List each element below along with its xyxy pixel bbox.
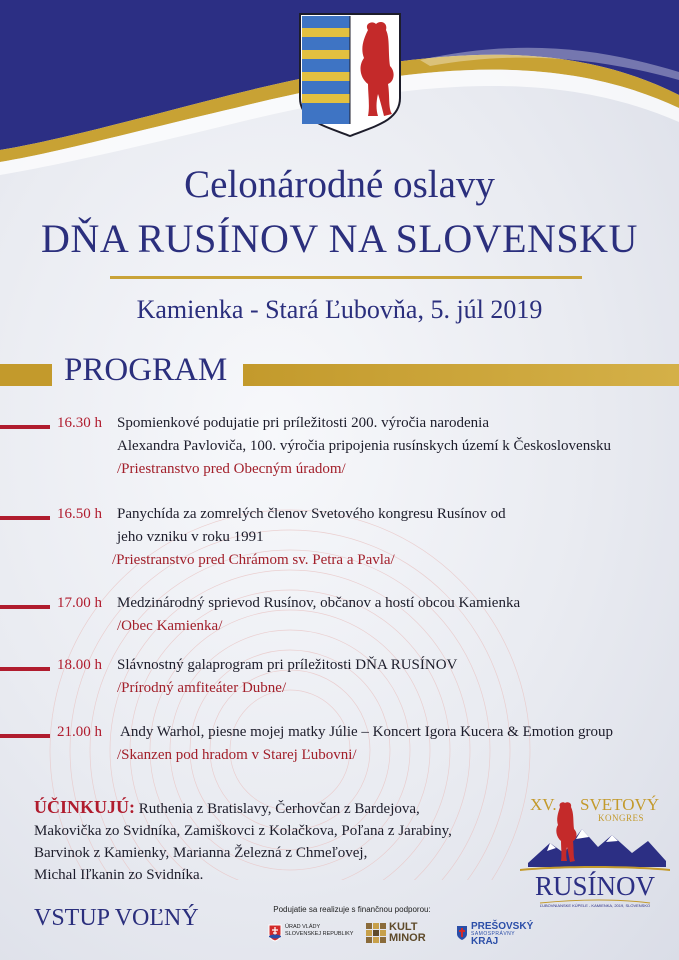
performers-line: Barvinok z Kamienky, Marianna Železná z Chmeľovej,	[34, 845, 368, 861]
gov-office-logo	[268, 920, 358, 948]
item-time: 17.00 h	[57, 595, 102, 611]
performers-line: Makovička zo Svidníka, Zamiškovci z Kolačkova, Poľana z Jarabiny,	[34, 823, 452, 839]
item-marker	[0, 667, 50, 671]
item-time: 18.00 h	[57, 657, 102, 673]
congress-sub: ĽUBOVNIANSKE KÚPELE - KAMIENKA, 2019, SLOVENSKO	[539, 903, 651, 908]
item-marker	[0, 734, 50, 738]
congress-name: RUSÍNOV	[534, 871, 655, 901]
congress-logo	[520, 795, 670, 910]
item-text: Andy Warhol, piesne mojej matky Júlie – Koncert Igora Kucera & Emotion group	[120, 724, 613, 740]
place-and-date: Kamienka - Stará Ľubovňa, 5. júl 2019	[136, 295, 543, 324]
free-entry: VSTUP VOĽNÝ	[34, 905, 199, 931]
item-text: Alexandra Pavloviča, 100. výročia pripojenia rusínskych území k Československu	[117, 438, 612, 454]
item-venue: /Priestranstvo pred Obecným úradom/	[117, 461, 346, 477]
gov-office-name: ÚRAD VLÁDY SLOVENSKEJ REPUBLIKY	[285, 924, 354, 937]
congress-word1: SVETOVÝ	[580, 795, 660, 814]
title-line-1: Celonárodné oslavy	[184, 163, 495, 206]
congress-number: XV.	[530, 795, 557, 814]
item-marker	[0, 425, 50, 429]
item-marker	[0, 516, 50, 520]
coat-of-arms	[298, 12, 402, 138]
program-heading: PROGRAM	[64, 352, 228, 388]
congress-word2: KONGRES	[598, 813, 645, 823]
kult-minor-icon	[366, 923, 386, 943]
item-text: Medzinárodný sprievod Rusínov, občanov a hostí obcou Kamienka	[117, 595, 521, 611]
performers-line: Michal Iľkanin zo Svidníka.	[34, 867, 204, 883]
item-venue: /Priestranstvo pred Chrámom sv. Petra a Pavla/	[112, 552, 395, 568]
item-marker	[0, 605, 50, 609]
kult-minor-logo	[366, 920, 446, 948]
support-label: Podujatie sa realizuje s finančnou podporou:	[273, 905, 431, 914]
program-bar-right	[243, 364, 679, 386]
item-text: jeho vzniku v roku 1991	[117, 529, 264, 545]
presov-region-logo	[456, 920, 536, 948]
minor-text: MINOR	[389, 932, 426, 944]
presov-emblem-icon	[456, 925, 468, 941]
performers-label: ÚČINKUJÚ:	[34, 797, 135, 817]
performers-line: Ruthenia z Bratislavy, Čerhovčan z Bardejova,	[138, 801, 420, 817]
presov-top: PREŠOVSKÝ	[471, 921, 534, 932]
item-venue: /Obec Kamienka/	[117, 618, 223, 634]
item-time: 21.00 h	[57, 724, 102, 740]
item-time: 16.50 h	[57, 506, 102, 522]
item-text: Panychída za zomrelých členov Svetového kongresu Rusínov od	[117, 506, 506, 522]
item-venue: /Skanzen pod hradom v Starej Ľubovni/	[117, 747, 357, 763]
title-divider	[110, 276, 582, 279]
title-line-2: DŇA RUSÍNOV NA SLOVENSKU	[41, 216, 638, 261]
presov-bottom: KRAJ	[471, 936, 499, 947]
presov-sub: SAMOSPRÁVNY	[471, 931, 516, 937]
kult-text: KULT	[389, 921, 418, 933]
program-bar-left	[0, 364, 52, 386]
item-time: 16.30 h	[57, 415, 102, 431]
slovak-emblem-icon	[268, 924, 282, 942]
item-text: Spomienkové podujatie pri príležitosti 200. výročia narodenia	[117, 415, 489, 431]
performers-block	[34, 796, 474, 886]
item-text: Slávnostný galaprogram pri príležitosti DŇA RUSÍNOV	[117, 657, 458, 673]
item-venue: /Prírodný amfiteáter Dubne/	[117, 680, 287, 696]
